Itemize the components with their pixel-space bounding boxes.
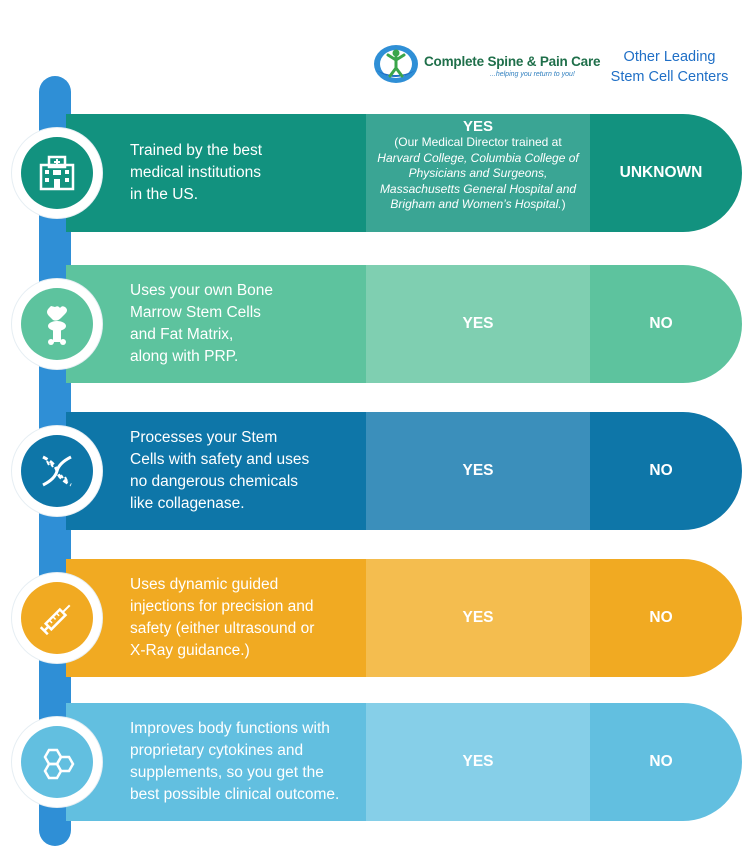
badge-inner bbox=[21, 435, 93, 507]
comparison-row bbox=[66, 703, 742, 821]
our-answer-cell bbox=[366, 114, 590, 232]
row-description bbox=[130, 140, 366, 206]
description-line: Uses dynamic guided bbox=[130, 576, 279, 593]
description-line: best possible clinical outcome. bbox=[130, 786, 340, 803]
description-line: proprietary cytokines and bbox=[130, 742, 304, 759]
description-line: supplements, so you get the bbox=[130, 764, 324, 781]
hospital-icon bbox=[35, 151, 79, 195]
bone-badge bbox=[12, 279, 102, 369]
other-heading-line2: Stem Cell Centers bbox=[610, 69, 729, 85]
our-answer-detail bbox=[366, 118, 590, 213]
other-answer-cell bbox=[590, 265, 742, 383]
brand-header bbox=[372, 40, 601, 86]
our-answer-cell bbox=[366, 559, 590, 677]
comparison-row bbox=[66, 114, 742, 232]
other-heading-line1: Other Leading bbox=[623, 49, 716, 65]
row-description-cell bbox=[66, 114, 366, 232]
dna-icon bbox=[35, 449, 79, 493]
description-line: and Fat Matrix, bbox=[130, 326, 234, 343]
other-answer: NO bbox=[649, 462, 673, 479]
other-centers-heading bbox=[602, 47, 737, 87]
our-answer: YES bbox=[462, 118, 493, 135]
row-description-cell bbox=[66, 265, 366, 383]
other-answer-cell bbox=[590, 559, 742, 677]
syringe-icon bbox=[35, 596, 79, 640]
bone-joint-icon bbox=[35, 302, 79, 346]
note-institutions: Harvard College, Columbia College of Physicians and Surgeons, Massachusetts General Hospital and Brigham and Women’s Hospital. bbox=[377, 150, 579, 211]
other-answer: NO bbox=[649, 753, 673, 770]
note-suffix: ) bbox=[561, 197, 566, 211]
our-answer-note bbox=[366, 135, 590, 213]
description-line: safety (either ultrasound or bbox=[130, 620, 315, 637]
description-line: X-Ray guidance.) bbox=[130, 642, 250, 659]
description-line: medical institutions bbox=[130, 164, 261, 181]
our-answer: YES bbox=[462, 753, 494, 770]
row-description bbox=[130, 718, 366, 806]
comparison-row bbox=[66, 559, 742, 677]
description-line: in the US. bbox=[130, 186, 199, 203]
row-description-cell bbox=[66, 412, 366, 530]
brand-logo-icon bbox=[372, 40, 420, 84]
badge-inner bbox=[21, 137, 93, 209]
molecule-badge bbox=[12, 717, 102, 807]
comparison-row bbox=[66, 265, 742, 383]
description-line: Marrow Stem Cells bbox=[130, 304, 261, 321]
row-description bbox=[130, 574, 366, 662]
our-answer-cell bbox=[366, 412, 590, 530]
badge-inner bbox=[21, 726, 93, 798]
other-answer: UNKNOWN bbox=[619, 164, 703, 181]
brand-name: Complete Spine & Pain Care bbox=[424, 54, 601, 69]
brand-tagline: ...helping you return to you! bbox=[490, 71, 575, 78]
other-answer: NO bbox=[649, 315, 673, 332]
row-description-cell bbox=[66, 703, 366, 821]
row-description bbox=[130, 280, 366, 368]
our-answer-cell bbox=[366, 703, 590, 821]
note-prefix: (Our Medical Director trained at bbox=[394, 135, 562, 149]
other-answer: NO bbox=[649, 609, 673, 626]
other-answer-cell bbox=[590, 703, 742, 821]
description-line: along with PRP. bbox=[130, 348, 239, 365]
our-answer-cell bbox=[366, 265, 590, 383]
badge-inner bbox=[21, 288, 93, 360]
description-line: Trained by the best bbox=[130, 142, 263, 159]
row-description bbox=[130, 427, 366, 515]
row-description-cell bbox=[66, 559, 366, 677]
description-line: Cells with safety and uses bbox=[130, 451, 310, 468]
badge-inner bbox=[21, 582, 93, 654]
other-answer-cell bbox=[590, 114, 742, 232]
our-answer: YES bbox=[462, 315, 494, 332]
molecule-icon bbox=[35, 740, 79, 784]
description-line: Uses your own Bone bbox=[130, 282, 274, 299]
description-line: Improves body functions with bbox=[130, 720, 330, 737]
description-line: like collagenase. bbox=[130, 495, 245, 512]
description-line: Processes your Stem bbox=[130, 429, 278, 446]
our-answer: YES bbox=[462, 609, 494, 626]
description-line: no dangerous chemicals bbox=[130, 473, 299, 490]
description-line: injections for precision and bbox=[130, 598, 314, 615]
hospital-badge bbox=[12, 128, 102, 218]
dna-badge bbox=[12, 426, 102, 516]
comparison-row bbox=[66, 412, 742, 530]
other-answer-cell bbox=[590, 412, 742, 530]
syringe-badge bbox=[12, 573, 102, 663]
our-answer: YES bbox=[462, 462, 494, 479]
